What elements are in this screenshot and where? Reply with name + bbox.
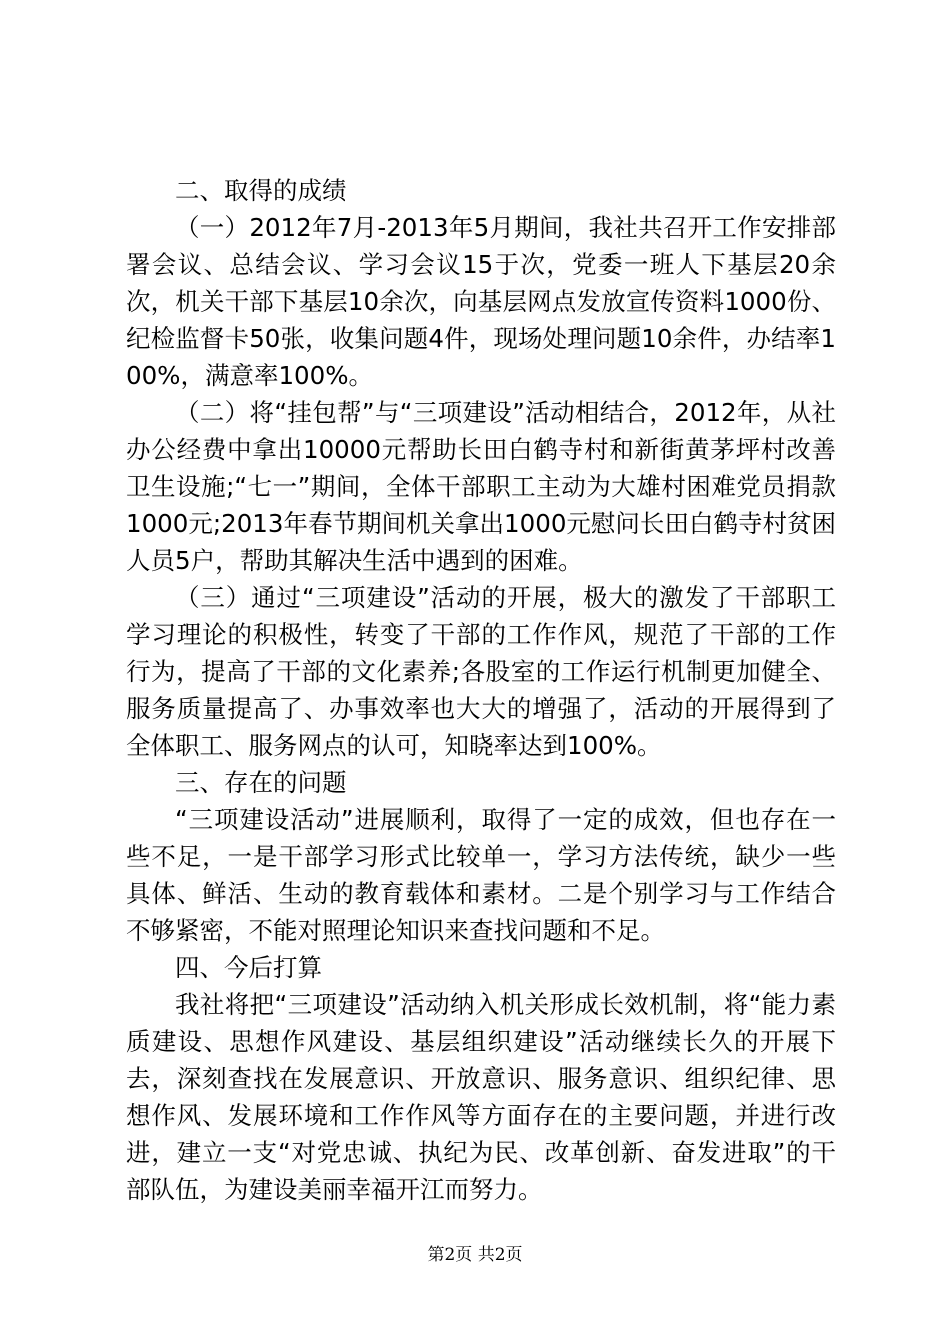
paragraph-plans: 我社将把“三项建设”活动纳入机关形成长效机制，将“能力素质建设、思想作风建设、基层组织建设”活动继续长久的开展下去，深刻查找在发展意识、开放意识、服务意识、组织纪律、思想作风、发展环境和工作作风等方面存在的主要问题，并进行改进，建立一支“对党忠诚、执纪为民、改革创新、奋发进取”的干部队伍，为建设美丽幸福开江而努力。 (126, 990, 836, 1204)
paragraph-achievement-2: （二）将“挂包帮”与“三项建设”活动相结合，2012年，从社办公经费中拿出10000元帮助长田白鹤寺村和新街黄茅坪村改善卫生设施;“七一”期间，全体干部职工主动为大雄村困难党员捐款1000元;2013年春节期间机关拿出1000元慰问长田白鹤寺村贫困人员5户，帮助其解决生活中遇到的困难。 (126, 398, 836, 575)
paragraph-achievement-3: （三）通过“三项建设”活动的开展，极大的激发了干部职工学习理论的积极性，转变了干部的工作作风，规范了干部的工作行为，提高了干部的文化素养;各股室的工作运行机制更加健全、服务质量提高了、办事效率也大大的增强了，活动的开展得到了全体职工、服务网点的认可，知晓率达到100%。 (126, 583, 836, 760)
paragraph-problems: “三项建设活动”进展顺利，取得了一定的成效，但也存在一些不足，一是干部学习形式比较单一，学习方法传统，缺少一些具体、鲜活、生动的教育载体和素材。二是个别学习与工作结合不够紧密，不能对照理论知识来查找问题和不足。 (126, 805, 836, 945)
paragraph-achievement-1: （一）2012年7月-2013年5月期间，我社共召开工作安排部署会议、总结会议、学习会议15于次，党委一班人下基层20余次，机关干部下基层10余次，向基层网点发放宣传资料1000份、纪检监督卡50张，收集问题4件，现场处理问题10余件，办结率100%，满意率100%。 (126, 213, 836, 390)
section-heading-problems: 三、存在的问题 (175, 768, 347, 797)
document-body (126, 172, 836, 1208)
section-heading-plans: 四、今后打算 (175, 953, 322, 982)
section-heading-achievements: 二、取得的成绩 (175, 176, 347, 205)
page-footer: 第2页 共2页 (427, 1245, 523, 1265)
